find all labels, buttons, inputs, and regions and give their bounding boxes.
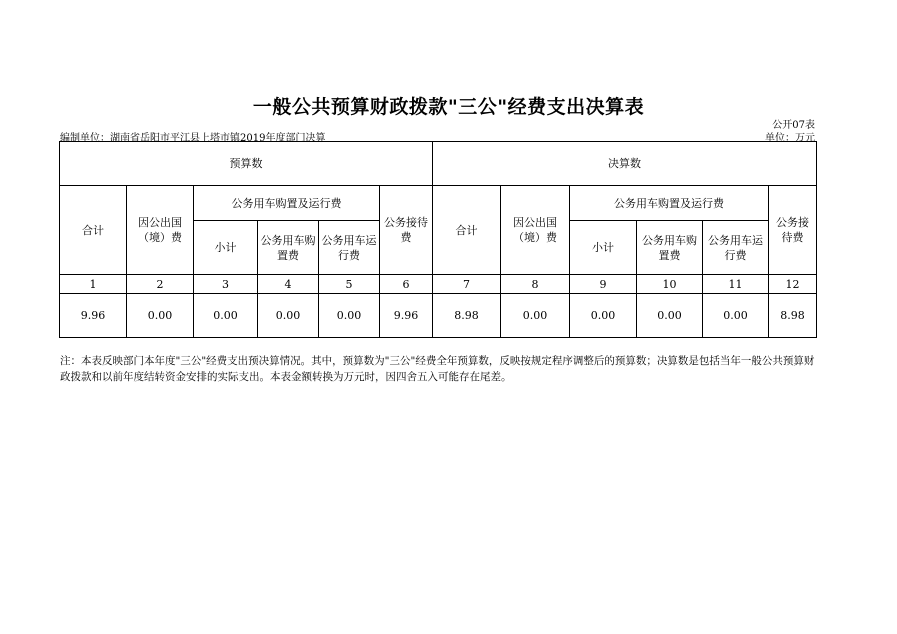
column-number: 12	[769, 275, 817, 294]
column-number: 6	[380, 275, 433, 294]
header-budget-subtotal: 小计	[194, 221, 258, 275]
column-number: 5	[319, 275, 380, 294]
header-budget-purchase: 公务用车购置费	[258, 221, 319, 275]
column-number: 11	[703, 275, 769, 294]
header-row-1	[60, 142, 817, 186]
header-budget-reception: 公务接待费	[380, 186, 433, 275]
budget-vehicle-subtotal-value: 0.00	[194, 294, 258, 338]
amount-unit: 单位：万元	[765, 133, 815, 144]
header-final-subtotal: 小计	[570, 221, 637, 275]
budget-abroad-value: 0.00	[127, 294, 194, 338]
column-number: 9	[570, 275, 637, 294]
column-number: 1	[60, 275, 127, 294]
header-final-purchase: 公务用车购置费	[637, 221, 703, 275]
column-number: 4	[258, 275, 319, 294]
final-vehicle-operation-value: 0.00	[703, 294, 769, 338]
header-final-abroad: 因公出国（境）费	[501, 186, 570, 275]
header-final-total: 合计	[433, 186, 501, 275]
column-number: 8	[501, 275, 570, 294]
column-number-row	[60, 275, 817, 294]
budget-total-value: 9.96	[60, 294, 127, 338]
compiling-unit: 编制单位：湖南省岳阳市平江县上塔市镇2019年度部门决算	[60, 133, 326, 144]
header-final-operation: 公务用车运行费	[703, 221, 769, 275]
page-title: 一般公共预算财政拨款"三公"经费支出决算表	[252, 96, 645, 118]
header-final-vehicle: 公务用车购置及运行费	[570, 186, 769, 221]
budget-vehicle-operation-value: 0.00	[319, 294, 380, 338]
column-number: 10	[637, 275, 703, 294]
final-vehicle-purchase-value: 0.00	[637, 294, 703, 338]
header-final-reception: 公务接待费	[769, 186, 817, 275]
budget-reception-value: 9.96	[380, 294, 433, 338]
form-number: 公开07表	[772, 120, 815, 131]
column-number: 3	[194, 275, 258, 294]
final-total-value: 8.98	[433, 294, 501, 338]
header-final: 决算数	[433, 142, 817, 186]
header-row-2	[60, 186, 817, 221]
column-number: 7	[433, 275, 501, 294]
footnote: 注：本表反映部门本年度"三公"经费支出预决算情况。其中，预算数为"三公"经费全年预算数，反映按规定程序调整后的预算数；决算数是包括当年一般公共预算财政拨款和以前年度结转资金安排的实际支出。本表金额转换为万元时，因四舍五入可能存在尾差。	[60, 355, 815, 383]
final-abroad-value: 0.00	[501, 294, 570, 338]
budget-vehicle-purchase-value: 0.00	[258, 294, 319, 338]
header-budget-operation: 公务用车运行费	[319, 221, 380, 275]
column-number: 2	[127, 275, 194, 294]
final-vehicle-subtotal-value: 0.00	[570, 294, 637, 338]
value-row	[60, 294, 817, 338]
header-budget-total: 合计	[60, 186, 127, 275]
header-budget: 预算数	[60, 142, 433, 186]
header-budget-vehicle: 公务用车购置及运行费	[194, 186, 380, 221]
expenditure-table	[59, 141, 817, 338]
final-reception-value: 8.98	[769, 294, 817, 338]
header-budget-abroad: 因公出国（境）费	[127, 186, 194, 275]
